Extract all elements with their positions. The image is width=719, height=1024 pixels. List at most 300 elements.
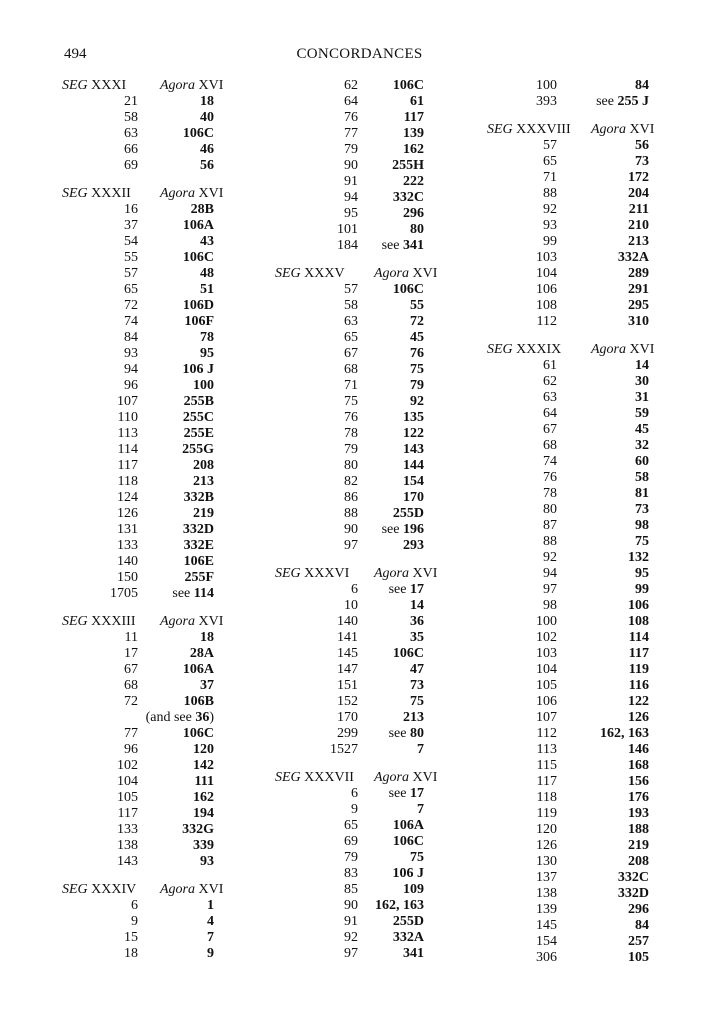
- section-gap: [487, 330, 649, 342]
- agora-entry: [393, 866, 425, 882]
- agora-number: 332C: [617, 870, 649, 885]
- seg-number: 100: [536, 78, 557, 93]
- seg-number: 152: [337, 694, 358, 709]
- agora-number: 168: [628, 758, 649, 773]
- page-number: 494: [64, 46, 87, 62]
- concordance-row: [275, 78, 437, 94]
- seg-number: 101: [337, 222, 358, 237]
- seg-number: 9: [131, 914, 138, 929]
- seg-number: 97: [344, 538, 358, 553]
- concordance-row: [62, 314, 232, 330]
- agora-number: 339: [193, 838, 214, 853]
- concordance-row: [275, 442, 437, 458]
- agora-entry: [193, 742, 214, 758]
- agora-number: 126: [628, 710, 649, 725]
- agora-number: 72: [410, 314, 424, 329]
- agora-volume: XVI: [409, 266, 438, 281]
- seg-label: [62, 614, 136, 630]
- agora-number: 99: [635, 582, 649, 597]
- concordance-row: [487, 694, 649, 710]
- seg-number: 140: [337, 614, 358, 629]
- concordance-row: [62, 298, 232, 314]
- concordance-row: [487, 854, 649, 870]
- agora-volume: XVI: [195, 882, 224, 897]
- seg-abbrev: SEG: [62, 186, 88, 201]
- entry-prefix: see: [172, 586, 194, 601]
- agora-number: 106A: [182, 218, 214, 233]
- agora-entry: [389, 726, 424, 742]
- seg-number: 170: [337, 710, 358, 725]
- concordance-column-1: [62, 78, 232, 962]
- seg-number: 6: [351, 786, 358, 801]
- agora-entry: [403, 126, 424, 142]
- agora-entry: [183, 298, 214, 314]
- concordance-row: [487, 806, 649, 822]
- seg-number: 103: [536, 646, 557, 661]
- agora-number: 106C: [392, 834, 424, 849]
- concordance-row: [487, 838, 649, 854]
- agora-entry: [200, 678, 214, 694]
- agora-volume: XVI: [195, 614, 224, 629]
- agora-entry: [403, 410, 424, 426]
- section-gap: [275, 758, 437, 770]
- seg-number: 104: [536, 266, 557, 281]
- agora-label: [591, 342, 654, 358]
- agora-number: 332B: [183, 490, 214, 505]
- section-header: [62, 186, 232, 202]
- concordance-row: [62, 378, 232, 394]
- concordance-row: [275, 898, 437, 914]
- concordance-row: [62, 678, 232, 694]
- concordance-row: [62, 646, 232, 662]
- concordance-row: [487, 390, 649, 406]
- concordance-row: [275, 538, 437, 554]
- seg-number: 105: [117, 790, 138, 805]
- concordance-row: [487, 250, 649, 266]
- agora-number: 213: [403, 710, 424, 725]
- seg-number: 93: [543, 218, 557, 233]
- concordance-row: [487, 774, 649, 790]
- concordance-row: [487, 454, 649, 470]
- agora-number: 162, 163: [600, 726, 649, 741]
- seg-number: 113: [536, 742, 557, 757]
- agora-entry: [628, 598, 649, 614]
- agora-entry: [403, 710, 424, 726]
- agora-number: 80: [410, 222, 424, 237]
- seg-number: 90: [344, 522, 358, 537]
- agora-number: 75: [410, 850, 424, 865]
- agora-entry: [403, 474, 424, 490]
- concordance-row: [487, 78, 649, 94]
- agora-number: 156: [628, 774, 649, 789]
- agora-number: 222: [403, 174, 424, 189]
- agora-entry: [410, 330, 424, 346]
- concordance-row: [275, 174, 437, 190]
- seg-number: 77: [344, 126, 358, 141]
- agora-entry: [628, 790, 649, 806]
- concordance-row: [275, 298, 437, 314]
- seg-number: 37: [124, 218, 138, 233]
- agora-entry: [393, 646, 424, 662]
- concordance-row: [275, 930, 437, 946]
- agora-number: 296: [628, 902, 649, 917]
- seg-number: 145: [536, 918, 557, 933]
- agora-entry: [389, 582, 424, 598]
- agora-entry: [183, 726, 214, 742]
- seg-number: 57: [543, 138, 557, 153]
- agora-number: 293: [403, 538, 424, 553]
- agora-label: [374, 770, 437, 786]
- concordance-row: [62, 586, 232, 602]
- concordance-row: [487, 726, 649, 742]
- entry-prefix: see: [388, 582, 410, 597]
- concordance-row: [62, 142, 232, 158]
- seg-number: 106: [536, 694, 557, 709]
- concordance-row: [275, 458, 437, 474]
- agora-number: 100: [193, 378, 214, 393]
- section-header: [62, 614, 232, 630]
- concordance-row: [487, 298, 649, 314]
- concordance-row: [275, 710, 437, 726]
- concordance-row: [62, 282, 232, 298]
- seg-number: 108: [536, 298, 557, 313]
- agora-entry: [183, 522, 214, 538]
- concordance-row: [275, 742, 437, 758]
- agora-number: 106 J: [182, 362, 214, 377]
- agora-number: 194: [193, 806, 214, 821]
- concordance-row: [487, 934, 649, 950]
- seg-number: 88: [543, 534, 557, 549]
- agora-number: 106 J: [392, 866, 424, 881]
- agora-entry: [193, 838, 214, 854]
- seg-number: 63: [543, 390, 557, 405]
- agora-entry: [183, 662, 214, 678]
- agora-entry: [628, 550, 649, 566]
- agora-number: 28A: [189, 646, 214, 661]
- concordance-row: [275, 142, 437, 158]
- seg-number: 78: [344, 426, 358, 441]
- seg-number: 75: [344, 394, 358, 409]
- concordance-row: [62, 458, 232, 474]
- agora-abbrev: Agora: [591, 342, 626, 357]
- agora-number: 106C: [392, 78, 424, 93]
- seg-number: 65: [543, 154, 557, 169]
- concordance-row: [275, 726, 437, 742]
- seg-number: 76: [344, 110, 358, 125]
- concordance-row: [275, 126, 437, 142]
- agora-number: 289: [628, 266, 649, 281]
- seg-number: 94: [344, 190, 358, 205]
- agora-entry: [393, 282, 424, 298]
- agora-number: 93: [200, 854, 214, 869]
- seg-number: 151: [337, 678, 358, 693]
- agora-entry: [184, 570, 214, 586]
- agora-entry: [392, 158, 424, 174]
- agora-abbrev: Agora: [160, 614, 195, 629]
- agora-number: 255B: [183, 394, 214, 409]
- agora-entry: [629, 678, 649, 694]
- agora-entry: [410, 378, 424, 394]
- concordance-row: [275, 378, 437, 394]
- concordance-row: [487, 918, 649, 934]
- agora-number: 75: [410, 362, 424, 377]
- concordance-row: [275, 314, 437, 330]
- entry-prefix: see: [388, 726, 410, 741]
- concordance-row: [487, 282, 649, 298]
- seg-number: 138: [117, 838, 138, 853]
- concordance-row: [275, 630, 437, 646]
- agora-number: 144: [403, 458, 424, 473]
- seg-number: 17: [124, 646, 138, 661]
- agora-number: 332C: [392, 190, 424, 205]
- agora-number: 332G: [182, 822, 214, 837]
- agora-entry: [628, 806, 649, 822]
- agora-entry: [183, 126, 214, 142]
- section-gap: [487, 110, 649, 122]
- seg-number: 91: [344, 174, 358, 189]
- agora-number: 211: [628, 202, 649, 217]
- concordance-row: [487, 170, 649, 186]
- concordance-row: [62, 126, 232, 142]
- agora-number: 106B: [183, 694, 214, 709]
- seg-abbrev: SEG: [487, 122, 513, 137]
- agora-number: 196: [403, 522, 424, 537]
- agora-number: 76: [410, 346, 424, 361]
- seg-number: 94: [124, 362, 138, 377]
- agora-number: 255F: [184, 570, 214, 585]
- seg-number: 88: [344, 506, 358, 521]
- seg-volume: XXXVII: [300, 770, 354, 785]
- running-head: CONCORDANCES: [296, 46, 423, 62]
- seg-number: 63: [124, 126, 138, 141]
- entry-prefix: (and see: [145, 710, 196, 725]
- agora-number: 51: [200, 282, 214, 297]
- section-header: [487, 122, 655, 138]
- agora-label: [160, 186, 223, 202]
- agora-number: 106C: [182, 250, 214, 265]
- concordance-row: [275, 678, 437, 694]
- concordance-row: [62, 474, 232, 490]
- agora-entry: [200, 346, 214, 362]
- seg-number: 92: [344, 930, 358, 945]
- agora-number: 36: [195, 710, 210, 725]
- agora-number: 296: [403, 206, 424, 221]
- agora-entry: [635, 470, 649, 486]
- agora-entry: [635, 582, 649, 598]
- agora-number: 122: [403, 426, 424, 441]
- agora-entry: [183, 250, 214, 266]
- seg-number: 15: [124, 930, 138, 945]
- agora-entry: [393, 818, 424, 834]
- concordance-row: [62, 394, 232, 410]
- concordance-row: [62, 266, 232, 282]
- section-header: [62, 78, 232, 94]
- agora-entry: [628, 218, 649, 234]
- agora-entry: [635, 438, 649, 454]
- agora-number: 7: [417, 742, 424, 757]
- seg-number: 67: [543, 422, 557, 437]
- seg-number: 85: [344, 882, 358, 897]
- agora-number: 332D: [617, 886, 649, 901]
- seg-number: 58: [124, 110, 138, 125]
- seg-number: 113: [117, 426, 138, 441]
- concordance-row: [62, 710, 232, 726]
- concordance-row: [487, 886, 649, 902]
- agora-entry: [410, 614, 424, 630]
- seg-number: 68: [344, 362, 358, 377]
- agora-number: 61: [410, 94, 424, 109]
- concordance-row: [275, 914, 437, 930]
- concordance-row: [275, 506, 437, 522]
- agora-label: [374, 266, 437, 282]
- agora-entry: [628, 314, 649, 330]
- agora-entry: [410, 694, 424, 710]
- seg-number: 118: [536, 790, 557, 805]
- concordance-row: [275, 362, 437, 378]
- agora-number: 48: [200, 266, 214, 281]
- entry-prefix: see: [381, 522, 403, 537]
- seg-number: 69: [344, 834, 358, 849]
- seg-number: 184: [337, 238, 358, 253]
- agora-number: 106D: [182, 298, 214, 313]
- concordance-row: [487, 234, 649, 250]
- seg-number: 77: [124, 726, 138, 741]
- seg-number: 67: [124, 662, 138, 677]
- agora-entry: [200, 142, 214, 158]
- concordance-column-3: [487, 78, 655, 966]
- agora-number: 7: [417, 802, 424, 817]
- seg-number: 69: [124, 158, 138, 173]
- seg-label: [62, 186, 131, 202]
- seg-number: 80: [344, 458, 358, 473]
- agora-number: 28B: [190, 202, 214, 217]
- concordance-row: [275, 238, 437, 254]
- agora-entry: [628, 854, 649, 870]
- seg-number: 118: [117, 474, 138, 489]
- concordance-row: [62, 110, 232, 126]
- agora-number: 45: [410, 330, 424, 345]
- concordance-row: [487, 582, 649, 598]
- agora-number: 111: [194, 774, 214, 789]
- concordance-row: [62, 234, 232, 250]
- agora-number: 117: [628, 646, 649, 661]
- concordance-row: [487, 138, 649, 154]
- seg-number: 62: [344, 78, 358, 93]
- agora-entry: [200, 94, 214, 110]
- agora-entry: [184, 694, 214, 710]
- agora-entry: [404, 110, 424, 126]
- agora-number: 257: [628, 934, 649, 949]
- agora-number: 213: [628, 234, 649, 249]
- agora-number: 172: [628, 170, 649, 185]
- seg-number: 6: [351, 582, 358, 597]
- seg-number: 90: [344, 158, 358, 173]
- agora-entry: [172, 586, 214, 602]
- agora-number: 92: [410, 394, 424, 409]
- agora-number: 170: [403, 490, 424, 505]
- concordance-row: [62, 202, 232, 218]
- concordance-row: [487, 950, 649, 966]
- agora-number: 9: [207, 946, 214, 961]
- agora-entry: [403, 946, 424, 962]
- agora-entry: [410, 94, 424, 110]
- agora-number: 59: [635, 406, 649, 421]
- section-gap: [62, 870, 232, 882]
- seg-number: 119: [536, 806, 557, 821]
- seg-number: 138: [536, 886, 557, 901]
- agora-abbrev: Agora: [374, 266, 409, 281]
- agora-number: 106C: [182, 126, 214, 141]
- seg-number: 131: [117, 522, 138, 537]
- agora-entry: [184, 314, 214, 330]
- agora-abbrev: Agora: [160, 78, 195, 93]
- agora-entry: [635, 406, 649, 422]
- concordance-row: [275, 834, 437, 850]
- agora-number: 255D: [392, 506, 424, 521]
- agora-entry: [200, 282, 214, 298]
- seg-number: 78: [543, 486, 557, 501]
- concordance-row: [487, 314, 649, 330]
- agora-number: 56: [200, 158, 214, 173]
- agora-number: 135: [403, 410, 424, 425]
- section-header: [62, 882, 232, 898]
- agora-entry: [628, 282, 649, 298]
- seg-number: 62: [543, 374, 557, 389]
- seg-number: 76: [543, 470, 557, 485]
- section-gap: [275, 254, 437, 266]
- seg-label: [62, 882, 136, 898]
- seg-number: 64: [543, 406, 557, 421]
- agora-number: 106A: [392, 818, 424, 833]
- agora-entry: [184, 426, 214, 442]
- agora-entry: [403, 490, 424, 506]
- section-gap: [275, 554, 437, 566]
- agora-entry: [600, 726, 649, 742]
- agora-number: 56: [635, 138, 649, 153]
- seg-number: 133: [117, 538, 138, 553]
- concordance-row: [487, 154, 649, 170]
- agora-entry: [410, 662, 424, 678]
- agora-number: 81: [635, 486, 649, 501]
- agora-number: 255H: [392, 158, 424, 173]
- agora-volume: XVI: [626, 342, 655, 357]
- seg-number: 126: [117, 506, 138, 521]
- concordance-row: [275, 394, 437, 410]
- seg-number: 393: [536, 94, 557, 109]
- seg-number: 147: [337, 662, 358, 677]
- agora-number: 18: [200, 94, 214, 109]
- agora-entry: [183, 410, 214, 426]
- agora-entry: [629, 646, 649, 662]
- seg-number: 21: [124, 94, 138, 109]
- agora-number: 7: [207, 930, 214, 945]
- agora-label: [160, 882, 223, 898]
- agora-entry: [193, 806, 214, 822]
- agora-entry: [635, 566, 649, 582]
- agora-number: 142: [193, 758, 214, 773]
- seg-number: 97: [543, 582, 557, 597]
- agora-entry: [596, 94, 649, 110]
- concordance-row: [487, 470, 649, 486]
- concordance-row: [487, 406, 649, 422]
- agora-number: 188: [628, 822, 649, 837]
- concordance-row: [275, 426, 437, 442]
- seg-volume: XXXIV: [87, 882, 137, 897]
- agora-number: 332D: [182, 522, 214, 537]
- agora-entry: [184, 490, 214, 506]
- concordance-row: [275, 522, 437, 538]
- seg-number: 65: [124, 282, 138, 297]
